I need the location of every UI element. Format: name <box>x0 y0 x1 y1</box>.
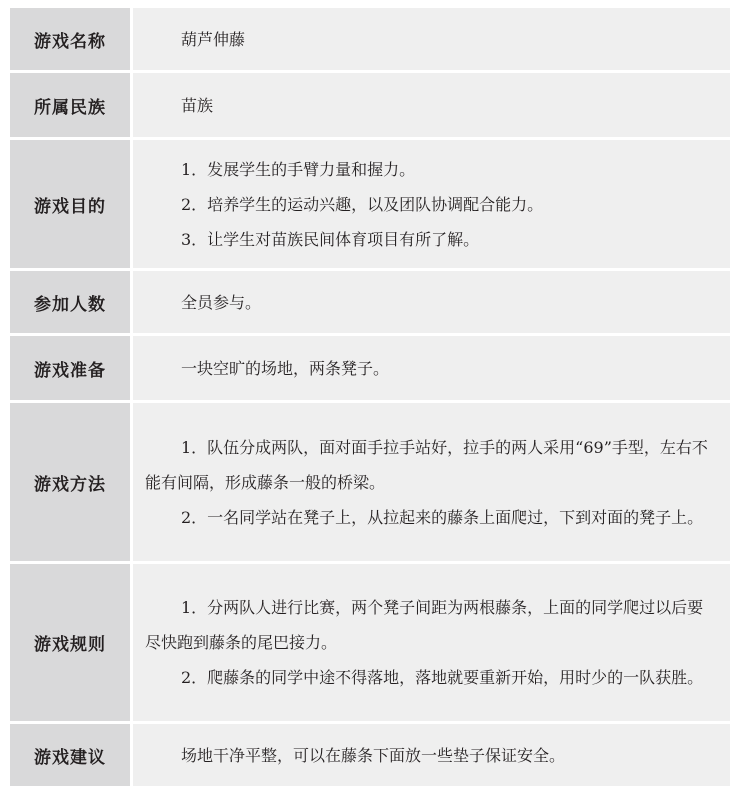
label-game-purpose: 游戏目的 <box>10 140 133 268</box>
row-participants <box>10 271 730 336</box>
value-method <box>133 403 730 561</box>
value-suggestion <box>133 724 730 786</box>
label-ethnic-group: 所属民族 <box>10 73 133 137</box>
label-game-name: 游戏名称 <box>10 8 133 70</box>
participants-text: 全员参与。 <box>181 292 262 312</box>
value-game-purpose <box>133 140 730 268</box>
purpose-item-1: 1．发展学生的手臂力量和握力。 <box>181 159 416 179</box>
value-preparation <box>133 336 730 400</box>
suggestion-text: 场地干净平整，可以在藤条下面放一些垫子保证安全。 <box>181 745 566 765</box>
label-rules: 游戏规则 <box>10 564 133 721</box>
row-suggestion <box>10 724 730 786</box>
game-info-table <box>10 8 730 786</box>
purpose-item-2: 2．培养学生的运动兴趣，以及团队协调配合能力。 <box>181 194 544 214</box>
label-suggestion: 游戏建议 <box>10 724 133 786</box>
row-preparation <box>10 336 730 403</box>
game-name-text: 葫芦伸藤 <box>181 29 246 49</box>
label-method: 游戏方法 <box>10 403 133 561</box>
row-ethnic-group <box>10 73 730 140</box>
ethnic-group-text: 苗族 <box>181 95 214 115</box>
label-preparation: 游戏准备 <box>10 336 133 400</box>
row-rules <box>10 564 730 724</box>
row-method <box>10 403 730 564</box>
row-game-name <box>10 8 730 73</box>
row-game-purpose <box>10 140 730 271</box>
purpose-item-3: 3．让学生对苗族民间体育项目有所了解。 <box>181 229 480 249</box>
value-game-name <box>133 8 730 70</box>
rules-para-2: 2．爬藤条的同学中途不得落地，落地就要重新开始，用时少的一队获胜。 <box>181 668 704 687</box>
method-para-1: 1．队伍分成两队，面对面手拉手站好，拉手的两人采用“69”手型，左右不能有间隔，形成藤条一般的桥梁。 <box>145 437 708 492</box>
value-participants <box>133 271 730 333</box>
preparation-text: 一块空旷的场地，两条凳子。 <box>181 358 390 378</box>
rules-para-1: 1．分两队人进行比赛，两个凳子间距为两根藤条，上面的同学爬过以后要尽快跑到藤条的尾巴接力。 <box>145 598 704 652</box>
value-ethnic-group <box>133 73 730 137</box>
label-participants: 参加人数 <box>10 271 133 333</box>
value-rules <box>133 564 730 721</box>
method-para-2: 2．一名同学站在凳子上，从拉起来的藤条上面爬过，下到对面的凳子上。 <box>181 507 704 527</box>
